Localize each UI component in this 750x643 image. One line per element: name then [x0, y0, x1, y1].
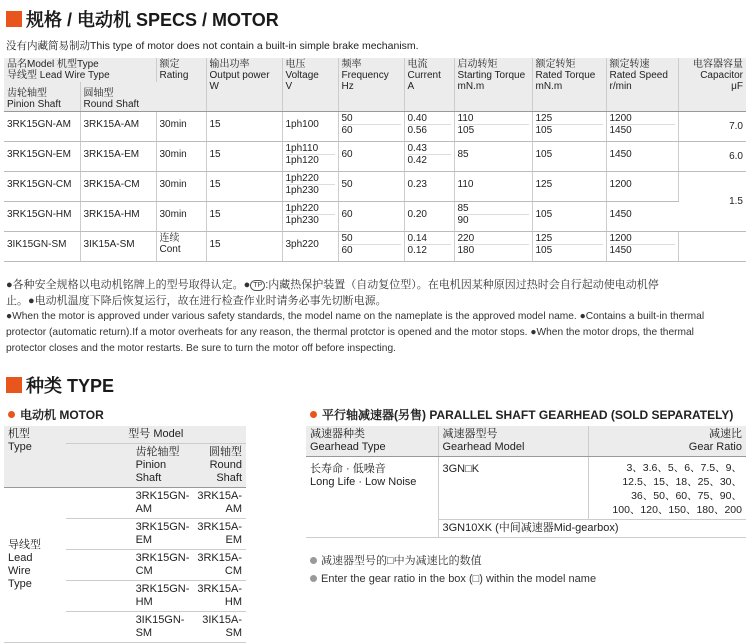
bullet-dot-icon [8, 411, 15, 418]
bullet-dot-icon [310, 557, 317, 564]
specs-title: 规格 / 电动机 SPECS / MOTOR [6, 6, 279, 32]
type-title: 种类 TYPE [6, 372, 114, 398]
bullet-dot-icon [310, 411, 317, 418]
table-row: 3IK15GN-SM 3IK15A-SM 连续 Cont 15 3ph220 50 60 0.14 0.12 220 180 125 105 1200 1450 [4, 232, 746, 262]
bullet-dot-icon [310, 575, 317, 582]
title-square-icon [6, 377, 22, 393]
table-row: 3RK15GN-HM 3RK15A-HM [4, 581, 246, 612]
table-row: 长寿命 · 低噪音 Long Life · Low Noise 3GN□K 3、3.6、5、6、7.5、9、 12.5、15、18、25、30、 36、50、60、75、90、 100、120、150、180、200 [306, 457, 746, 520]
gearhead-notes: 减速器型号的□中为减速比的数值 Enter the gear ratio in the box (□) within the model name [310, 552, 596, 588]
gearhead-table: 减速器种类 Gearhead Type 减速器型号 Gearhead Model 减速比 Gear Ratio 长寿命 · 低噪音 Long Life · Low Noise 3GN□K 3、3.6、5、6、7.5、9、 12.5、15、18、25、30、 36、50、60、75、90、 100、120、150、180、200 3GN10XK (中间减速器Mid-gearbox) [306, 426, 746, 538]
table-row: 3RK15GN-AM 3RK15A-AM 30min 15 1ph100 50 60 0.40 0.56 110 105 125 105 1200 1450 7.0 [4, 112, 746, 142]
table-row: 3IK15GN-SM 3IK15A-SM [4, 612, 246, 643]
gearhead-subtitle: 平行轴减速器(另售) PARALLEL SHAFT GEARHEAD (SOLD SEPARATELY) [310, 406, 733, 423]
table-row: 3RK15GN-EM 3RK15A-EM [4, 519, 246, 550]
motor-subtitle: 电动机 MOTOR [8, 406, 104, 423]
table-row: 3RK15GN-HM 3RK15A-HM 30min 15 1ph220 1ph230 60 0.20 85 90 105 1450 [4, 202, 746, 232]
safety-notes: ●各种安全规格以电动机铭牌上的型号取得认定。● TP :内藏热保护装置（自动复位型）。在电机因某种原因过热时会自行起动使电动机停 止。●电动机温度下降后恢复运行，故在进行检查作业时请务必事先切断电源。 ●When the motor is approved under various safety standards, the model name on the nameplate is the approved model name. ●Contains a built-in thermal protector (automatic return).If a motor overheats for any reason, the thermal protctor is opened and the motor stops. ●When the motor drops, the thermal protector closes and the motor restarts. Be sure to turn the motor off before inspecting. [6, 279, 705, 354]
title-square-icon [6, 11, 22, 27]
tp-badge-icon: TP [250, 280, 265, 291]
table-row: 导线型 Lead Wire Type 3RK15GN-AM 3RK15A-AM [4, 488, 246, 519]
table-row: 3RK15GN-EM 3RK15A-EM 30min 15 1ph110 1ph120 60 0.43 0.42 85 105 1450 6.0 [4, 142, 746, 172]
motor-table: 机型 Type 型号 Model 齿轮轴型 Pinion Shaft 圆轴型 Round Shaft 导线型 Lead Wire Type 3RK15GN-AM 3RK15A-AM 3RK15GN-EM 3RK15A-EM 3RK15GN-CM 3RK15A-CM 3RK15GN-HM 3RK15A-HM 3IK15GN-SM 3IK15A-SM [4, 426, 246, 643]
brake-note: 没有内藏简易制动This type of motor does not contain a built-in simple brake mechanism. [6, 40, 419, 52]
spec-table: 品名Model 机型Type 导线型 Lead Wire Type 额定 Rating 输出功率 Output power W 电压 Voltage V 频率 Frequency Hz 电流 Current A 启动转矩 Starting Torque mN.m 额定转矩 Rated Torque mN.m 额定转速 Rated Speed r/min 电容器容量 Capacitor μF 齿轮轴型 Pinion Shaft 圆轴型 Round Shaft 3RK15GN-AM 3RK15A-AM 30min 15 1ph100 50 60 0.40 0.56 110 105 125 105 1200 1450 7.0 3RK15GN-EM 3RK15A-EM 30min 15 1ph110 1ph120 60 0.43 0.42 85 105 1450 6.0 3RK15GN-CM 3RK15A-CM 30min 15 1ph220 1ph230 50 0.23 110 125 1200 1.5 3RK15GN-HM 3RK15A-HM 30min 15 1ph220 1ph230 60 0.20 85 90 105 1450 3IK15GN-SM 3IK15A-SM 连续 Cont 15 3ph220 50 60 0.14 0.12 220 180 125 105 1200 1450 [4, 58, 746, 262]
table-row: 3GN10XK (中间减速器Mid-gearbox) [306, 520, 746, 538]
table-row: 3RK15GN-CM 3RK15A-CM 30min 15 1ph220 1ph230 50 0.23 110 125 1200 1.5 [4, 172, 746, 202]
table-row: 3RK15GN-CM 3RK15A-CM [4, 550, 246, 581]
